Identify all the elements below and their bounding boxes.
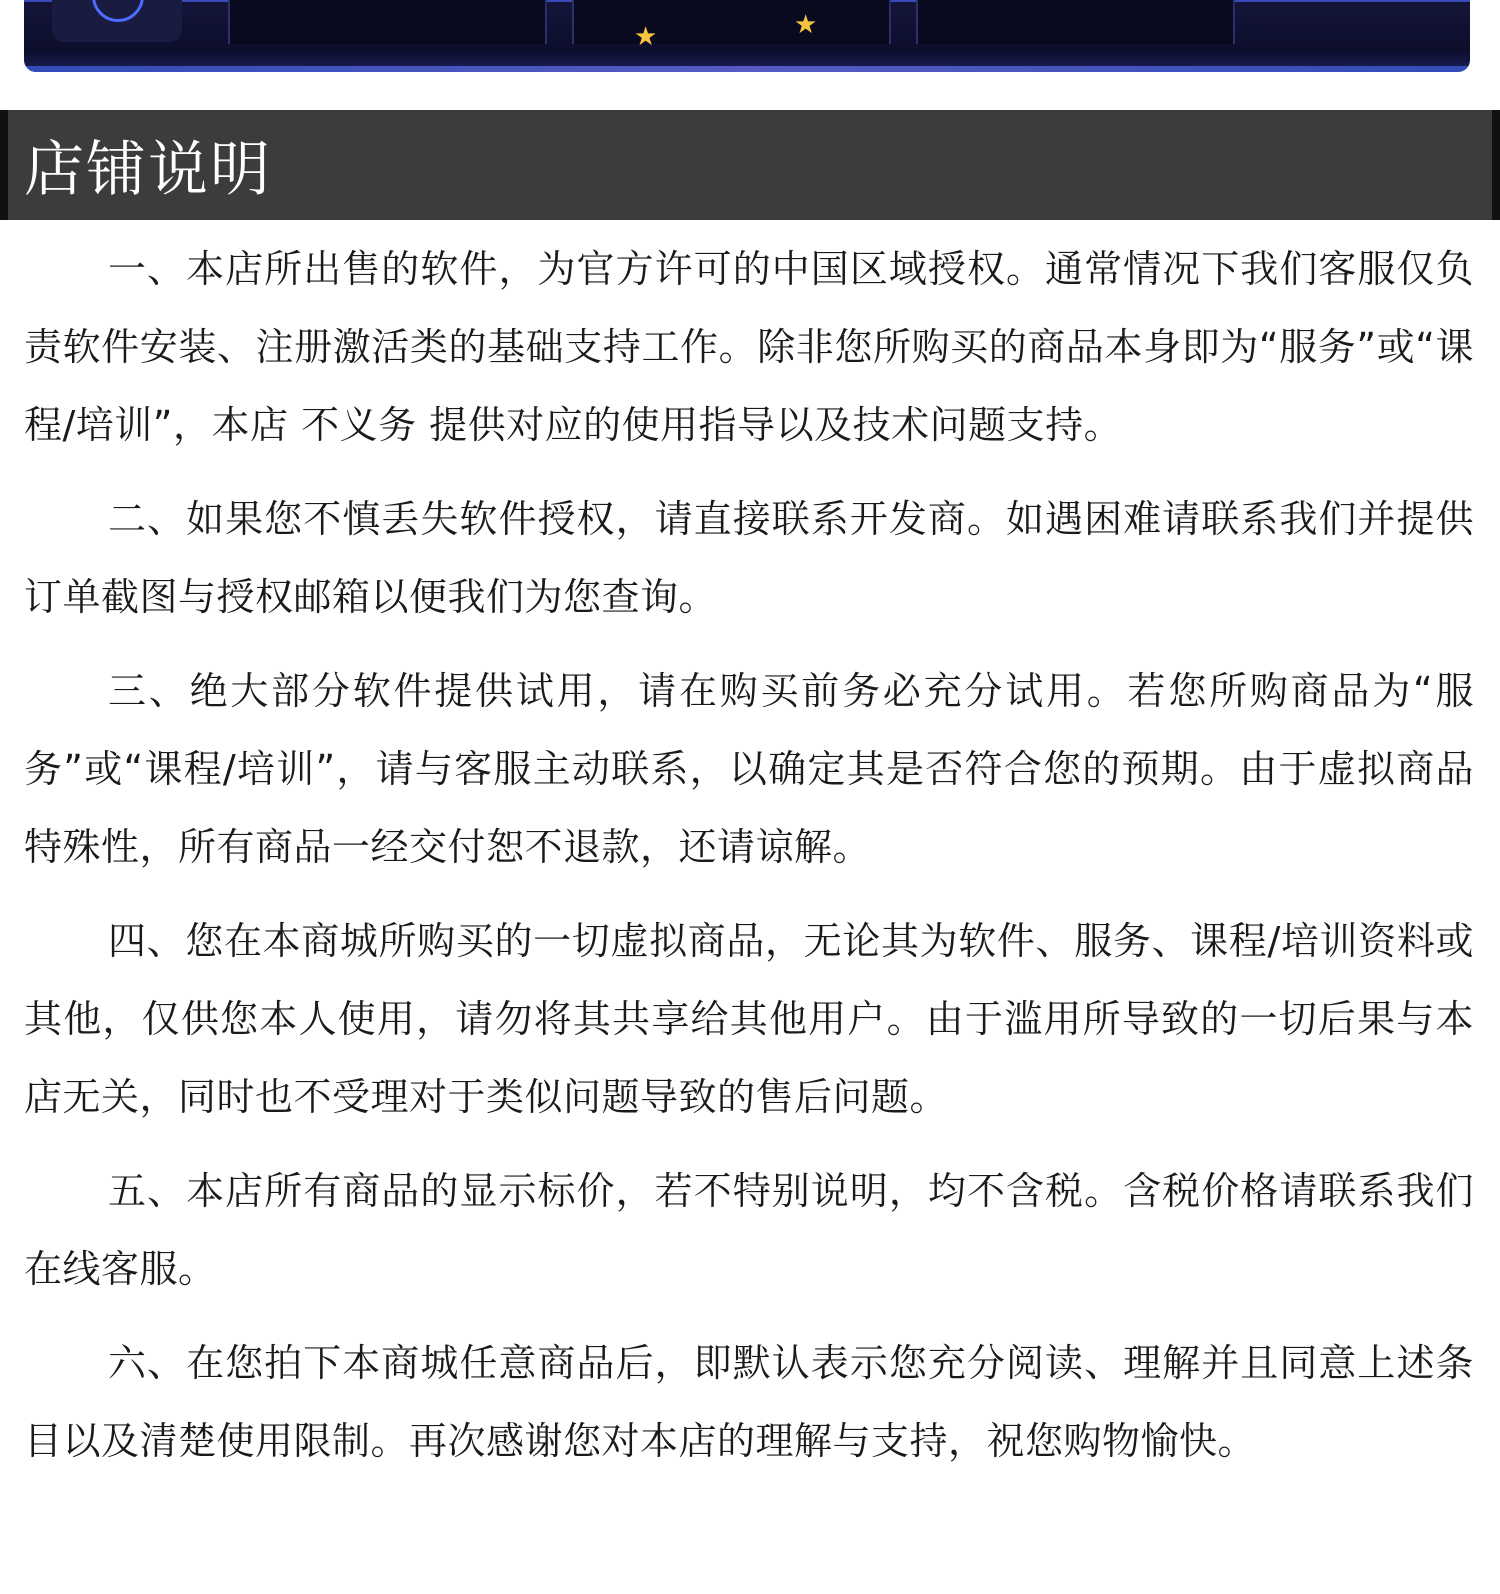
notice-paragraph-6: 六、在您拍下本商城任意商品后，即默认表示您充分阅读、理解并且同意上述条目以及清楚使用限制。再次感谢您对本店的理解与支持，祝您购物愉快。	[24, 1341, 1474, 1463]
notice-paragraph-1: 一、本店所出售的软件，为官方许可的中国区域授权。通常情况下我们客服仅负责软件安装、注册激活类的基础支持工作。除非您所购买的商品本身即为“服务”或“课程/培训”，本店 不义务 提供对应的使用指导以及技术问题支持。	[24, 247, 1474, 447]
notice-paragraph-5: 五、本店所有商品的显示标价，若不特别说明，均不含税。含税价格请联系我们在线客服。	[24, 1169, 1474, 1291]
banner-screenshot-panel	[228, 0, 547, 44]
star-icon: ★	[794, 10, 818, 40]
banner-screenshot-panel	[572, 0, 891, 44]
product-banner-image	[24, 0, 1470, 72]
app-icon-tile	[52, 0, 182, 42]
app-logo-ring-icon	[92, 0, 144, 22]
store-notice-body	[24, 230, 1474, 1496]
section-title: 店铺说明	[24, 135, 272, 205]
notice-paragraph-3: 三、绝大部分软件提供试用，请在购买前务必充分试用。若您所购商品为“服务”或“课程/培训”，请与客服主动联系，以确定其是否符合您的预期。由于虚拟商品特殊性，所有商品一经交付恕不退款，还请谅解。	[24, 669, 1474, 869]
banner-screenshot-panel	[916, 0, 1235, 44]
notice-paragraph-4: 四、您在本商城所购买的一切虚拟商品，无论其为软件、服务、课程/培训资料或其他，仅供您本人使用，请勿将其共享给其他用户。由于滥用所导致的一切后果与本店无关，同时也不受理对于类似问题导致的售后问题。	[24, 919, 1474, 1119]
star-icon: ★	[634, 22, 658, 52]
notice-paragraph-2: 二、如果您不慎丢失软件授权，请直接联系开发商。如遇困难请联系我们并提供订单截图与授权邮箱以便我们为您查询。	[24, 497, 1474, 619]
section-header	[0, 110, 1500, 220]
